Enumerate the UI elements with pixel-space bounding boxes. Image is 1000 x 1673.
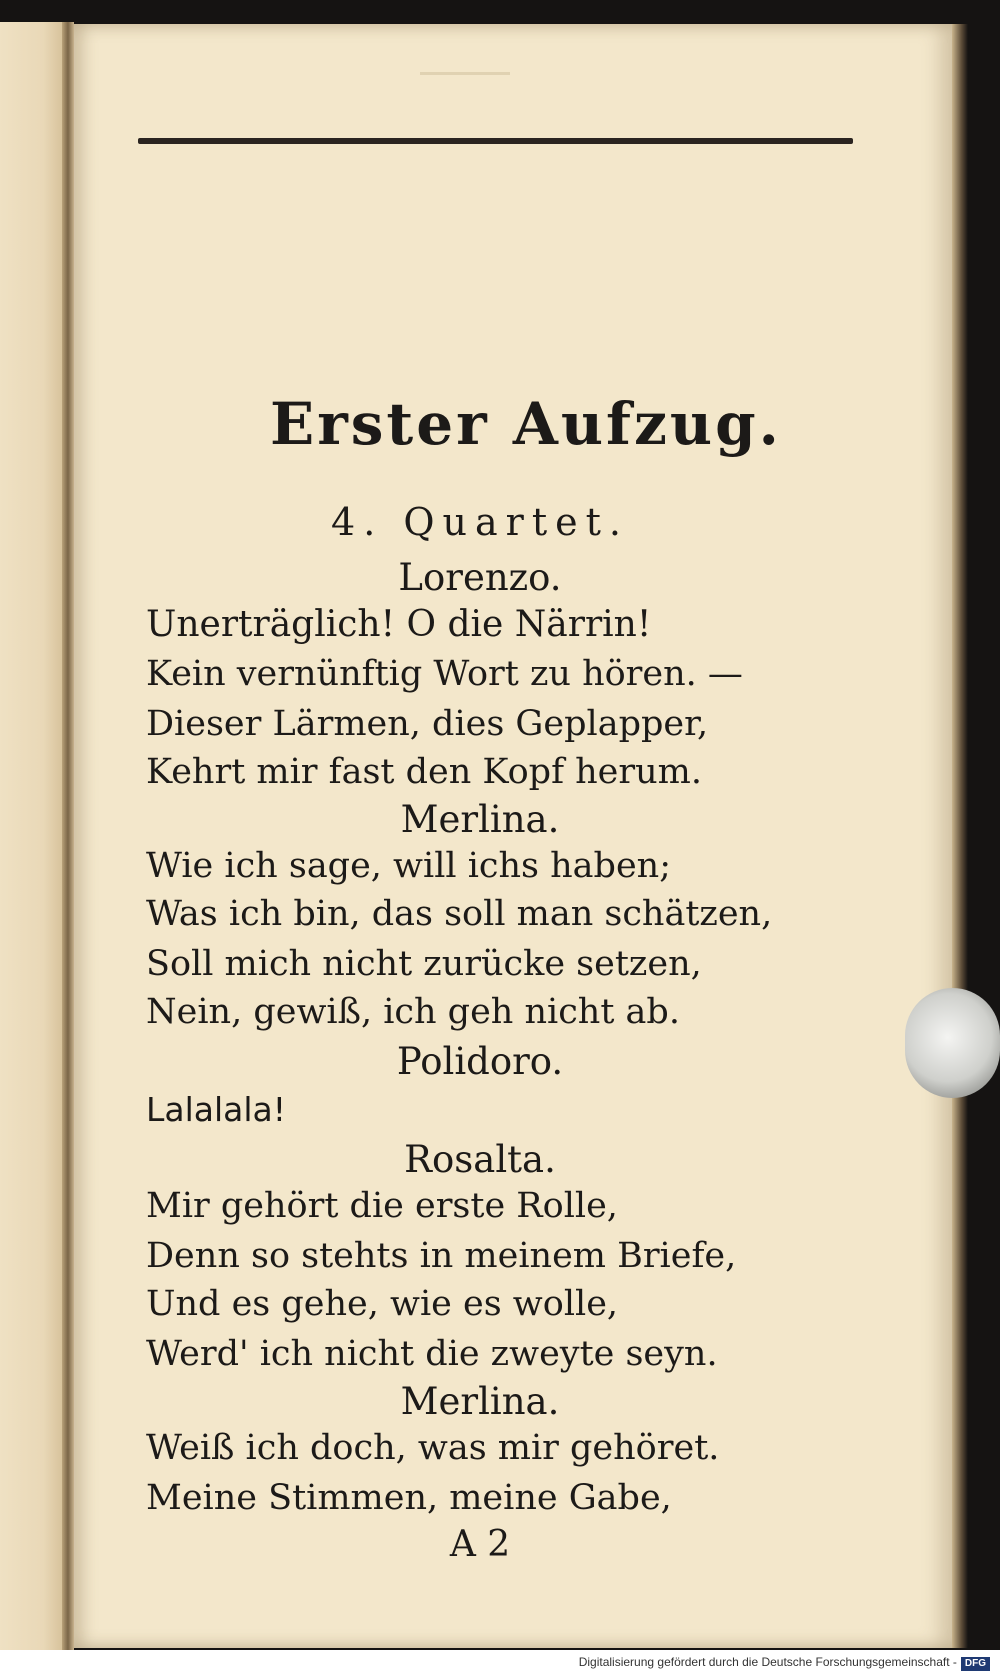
verse-line: Nein, gewiß, ich geh nicht ab. [146,992,680,1032]
speaker-merlina-2: Merlina. [400,1380,560,1423]
digitization-footer [0,1652,1000,1673]
verse-line: Dieser Lärmen, dies Geplapper, [146,704,709,744]
verse-line: Unerträglich! O die Närrin! [146,604,652,645]
verse-line: Meine Stimmen, meine Gabe, [146,1478,672,1518]
number-title: 4. Quartet. [331,500,629,544]
verse-line: Weiß ich doch, was mir gehöret. [146,1428,720,1468]
bleed-mark [420,72,510,75]
verse-line: Was ich bin, das soll man schätzen, [146,894,773,934]
verse-line: Denn so stehts in meinem Briefe, [146,1236,737,1276]
act-heading: Erster Aufzug. [270,390,782,458]
verse-line: Wie ich sage, will ichs haben; [146,846,671,886]
speaker-merlina: Merlina. [400,798,560,841]
verse-line: Soll mich nicht zurücke setzen, [146,944,702,984]
verse-line: Kein vernünftig Wort zu hören. — [146,654,743,694]
verse-line: Mir gehört die erste Rolle, [146,1186,618,1226]
header-rule [138,138,853,144]
dfg-logo: DFG [961,1657,990,1671]
verse-line: Kehrt mir fast den Kopf herum. [146,752,702,792]
speaker-rosalta: Rosalta. [404,1138,556,1181]
speaker-polidoro: Polidoro. [396,1040,564,1083]
page-signature: A 2 [449,1524,511,1565]
verse-line: Werd' ich nicht die zweyte seyn. [146,1334,718,1374]
verse-line: Und es gehe, wie es wolle, [146,1284,619,1324]
footer-text: Digitalisierung gefördert durch die Deutsche Forschungsgemeinschaft - [578,1655,957,1669]
speaker-lorenzo: Lorenzo. [398,556,562,599]
verse-line: Lalalala! [146,1090,287,1129]
